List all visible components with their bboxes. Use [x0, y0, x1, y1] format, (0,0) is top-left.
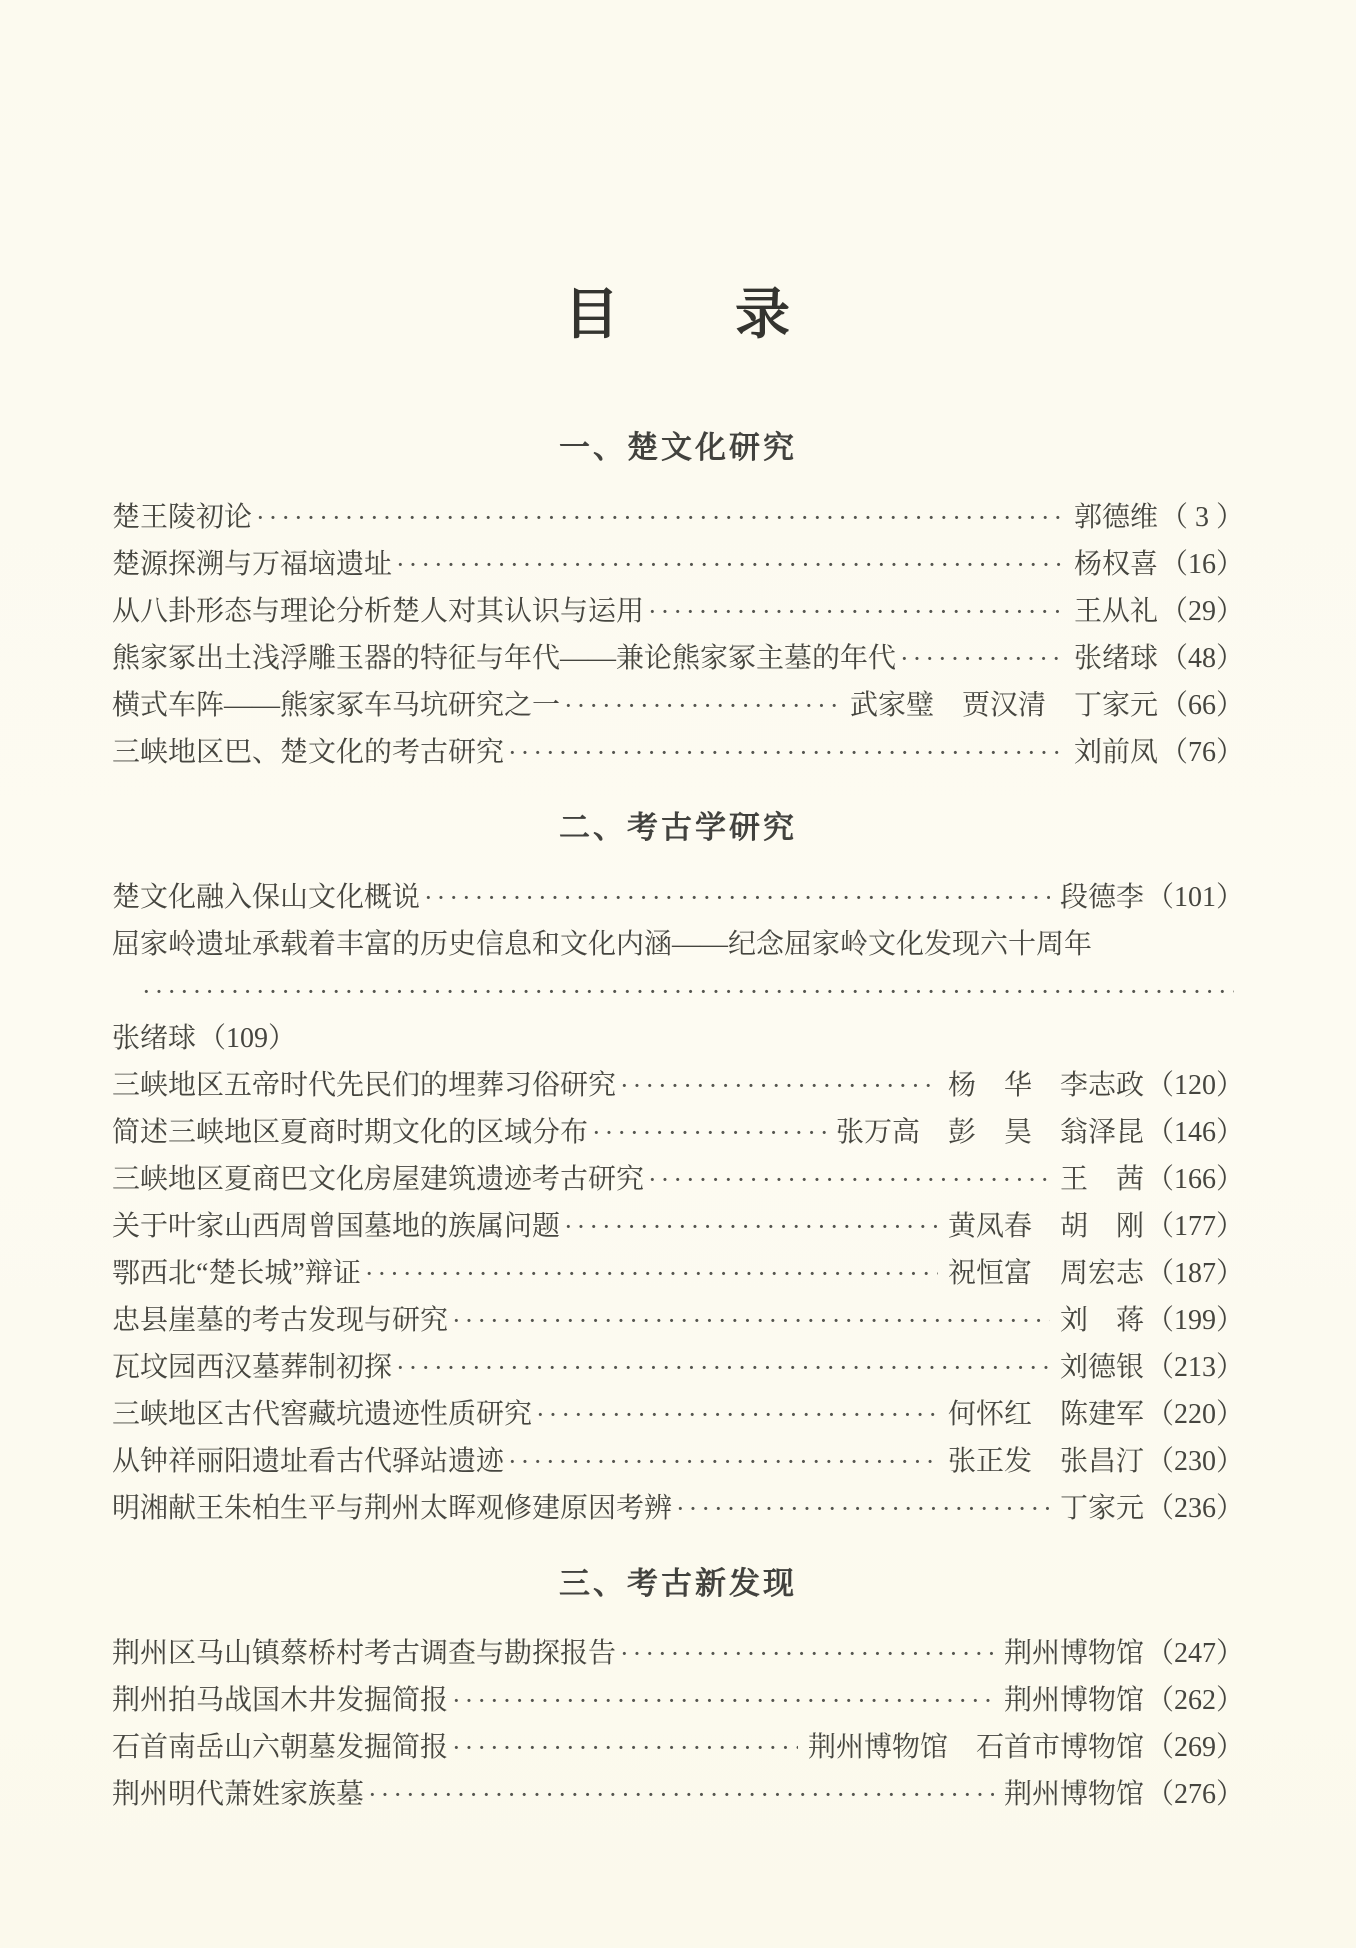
section-entries [112, 874, 1244, 1532]
entry-title: 熊家冢出土浅浮雕玉器的特征与年代——兼论熊家冢主墓的年代 [112, 643, 897, 674]
entry-title: 忠县崖墓的考古发现与研究 [112, 1305, 449, 1336]
entry-title: 荆州拍马战国木井发掘简报 [112, 1685, 449, 1716]
dot-leader [900, 635, 1064, 682]
toc-entry [112, 1156, 1244, 1203]
dot-leader [592, 1109, 826, 1156]
dot-leader [396, 1344, 1050, 1391]
dot-leader [452, 1297, 1050, 1344]
toc-entry [112, 874, 1244, 921]
dot-leader [648, 1156, 1050, 1203]
entry-title: 楚源探溯与万福垴遗址 [112, 549, 393, 580]
toc-entry [112, 635, 1244, 682]
dot-leader [368, 1771, 994, 1818]
entry-title: 楚王陵初论 [112, 502, 253, 533]
entry-page-number: （ 3 ） [1159, 502, 1244, 533]
entry-title: 屈家岭遗址承载着丰富的历史信息和文化内涵——纪念屈家岭文化发现六十周年 [112, 929, 1093, 960]
entry-authors: 黄凤春 胡 刚 [947, 1211, 1144, 1242]
entry-authors: 荆州博物馆 [1003, 1779, 1144, 1810]
entry-authors: 张绪球 [1073, 643, 1158, 674]
entry-authors: 张绪球 [112, 1023, 197, 1054]
section-heading: 一、楚文化研究 [559, 430, 797, 465]
entry-authors: 荆州博物馆 石首市博物馆 [807, 1732, 1144, 1763]
entry-page-number: （269） [1145, 1732, 1244, 1763]
entry-authors: 荆州博物馆 [1003, 1638, 1144, 1669]
entry-page-number: （262） [1145, 1685, 1244, 1716]
toc-entry [112, 682, 1244, 729]
entry-title: 三峡地区古代窖藏坑遗迹性质研究 [112, 1399, 533, 1430]
toc-sections [112, 426, 1244, 1818]
toc-entry [112, 729, 1244, 776]
dot-leader [620, 1062, 938, 1109]
entry-title: 荆州明代萧姓家族墓 [112, 1779, 365, 1810]
entry-page-number: （29） [1159, 596, 1244, 627]
dot-leader [648, 588, 1064, 635]
entry-title: 鄂西北“楚长城”辩证 [112, 1258, 361, 1289]
entry-authors: 王从礼 [1073, 596, 1158, 627]
entry-authors: 祝恒富 周宏志 [947, 1258, 1144, 1289]
dot-leader [676, 1485, 1050, 1532]
entry-authors: 荆州博物馆 [1003, 1685, 1144, 1716]
dot-leader [365, 1250, 938, 1297]
entry-authors: 杨 华 李志政 [947, 1070, 1144, 1101]
toc-entry [112, 1724, 1244, 1771]
entry-page-number: （66） [1159, 690, 1244, 721]
entry-page-number: （199） [1145, 1305, 1244, 1336]
entry-authors: 王 茜 [1059, 1164, 1144, 1195]
entry-page-number: （213） [1145, 1352, 1244, 1383]
toc-entry [112, 1109, 1244, 1156]
toc-entry [112, 1677, 1244, 1724]
dot-leader [142, 968, 1234, 1015]
toc-entry [112, 1438, 1244, 1485]
toc-entry [112, 1062, 1244, 1109]
entry-page-number: （166） [1145, 1164, 1244, 1195]
entry-title: 明湘献王朱柏生平与荆州太晖观修建原因考辨 [112, 1493, 673, 1524]
entry-page-number: （146） [1145, 1117, 1244, 1148]
entry-title: 横式车阵——熊家冢车马坑研究之一 [112, 690, 561, 721]
entry-title: 从钟祥丽阳遗址看古代驿站遗迹 [112, 1446, 505, 1477]
dot-leader [396, 541, 1064, 588]
dot-leader [564, 682, 840, 729]
entry-page-number: （101） [1145, 882, 1244, 913]
entry-authors: 郭德维 [1073, 502, 1158, 533]
toc-entry [112, 921, 1244, 1062]
entry-title: 关于叶家山西周曾国墓地的族属问题 [112, 1211, 561, 1242]
entry-authors: 张万高 彭 昊 翁泽昆 [835, 1117, 1144, 1148]
toc-entry [112, 588, 1244, 635]
dot-leader [424, 874, 1050, 921]
toc-entry [112, 1203, 1244, 1250]
entry-page-number: （187） [1145, 1258, 1244, 1289]
entry-title: 瓦坟园西汉墓葬制初探 [112, 1352, 393, 1383]
section-entries [112, 1630, 1244, 1818]
page-title: 目 录 [563, 283, 792, 345]
entry-authors: 丁家元 [1059, 1493, 1144, 1524]
entry-authors: 刘 蒋 [1059, 1305, 1144, 1336]
toc-entry [112, 1250, 1244, 1297]
toc-section [112, 426, 1244, 776]
entry-page-number: （236） [1145, 1493, 1244, 1524]
dot-leader [256, 494, 1064, 541]
section-heading: 二、考古学研究 [559, 810, 797, 845]
toc-entry [112, 494, 1244, 541]
toc-entry [112, 541, 1244, 588]
entry-authors: 杨权喜 [1073, 549, 1158, 580]
dot-leader [452, 1677, 994, 1724]
toc-entry [112, 1630, 1244, 1677]
entry-title: 三峡地区夏商巴文化房屋建筑遗迹考古研究 [112, 1164, 645, 1195]
toc-entry [112, 1391, 1244, 1438]
entry-authors: 段德李 [1059, 882, 1144, 913]
dot-leader [564, 1203, 938, 1250]
entry-page-number: （120） [1145, 1070, 1244, 1101]
entry-title: 石首南岳山六朝墓发掘简报 [112, 1732, 449, 1763]
toc-section [112, 806, 1244, 1532]
toc-entry [112, 1344, 1244, 1391]
toc-section [112, 1562, 1244, 1818]
dot-leader [620, 1630, 994, 1677]
entry-title: 荆州区马山镇蔡桥村考古调查与勘探报告 [112, 1638, 617, 1669]
dot-leader [508, 729, 1064, 776]
entry-page-number: （247） [1145, 1638, 1244, 1669]
toc-entry [112, 1297, 1244, 1344]
entry-title: 楚文化融入保山文化概说 [112, 882, 421, 913]
entry-title: 从八卦形态与理论分析楚人对其认识与运用 [112, 596, 645, 627]
entry-page-number: （76） [1159, 737, 1244, 768]
entry-title: 三峡地区巴、楚文化的考古研究 [112, 737, 505, 768]
entry-page-number: （177） [1145, 1211, 1244, 1242]
section-heading: 三、考古新发现 [559, 1566, 797, 1601]
entry-title: 三峡地区五帝时代先民们的埋葬习俗研究 [112, 1070, 617, 1101]
entry-authors: 刘前凤 [1073, 737, 1158, 768]
entry-page-number: （220） [1145, 1399, 1244, 1430]
toc-entry [112, 1485, 1244, 1532]
entry-authors: 刘德银 [1059, 1352, 1144, 1383]
entry-page-number: （230） [1145, 1446, 1244, 1477]
toc-entry [112, 1771, 1244, 1818]
entry-title: 简述三峡地区夏商时期文化的区域分布 [112, 1117, 589, 1148]
dot-leader [536, 1391, 938, 1438]
entry-page-number: （16） [1159, 549, 1244, 580]
entry-authors: 何怀红 陈建军 [947, 1399, 1144, 1430]
entry-authors: 武家璧 贾汉清 丁家元 [849, 690, 1158, 721]
dot-leader [508, 1438, 938, 1485]
dot-leader [452, 1724, 798, 1771]
section-entries [112, 494, 1244, 776]
entry-page-number: （109） [198, 1023, 297, 1054]
entry-page-number: （48） [1159, 643, 1244, 674]
entry-authors: 张正发 张昌汀 [947, 1446, 1144, 1477]
entry-page-number: （276） [1145, 1779, 1244, 1810]
